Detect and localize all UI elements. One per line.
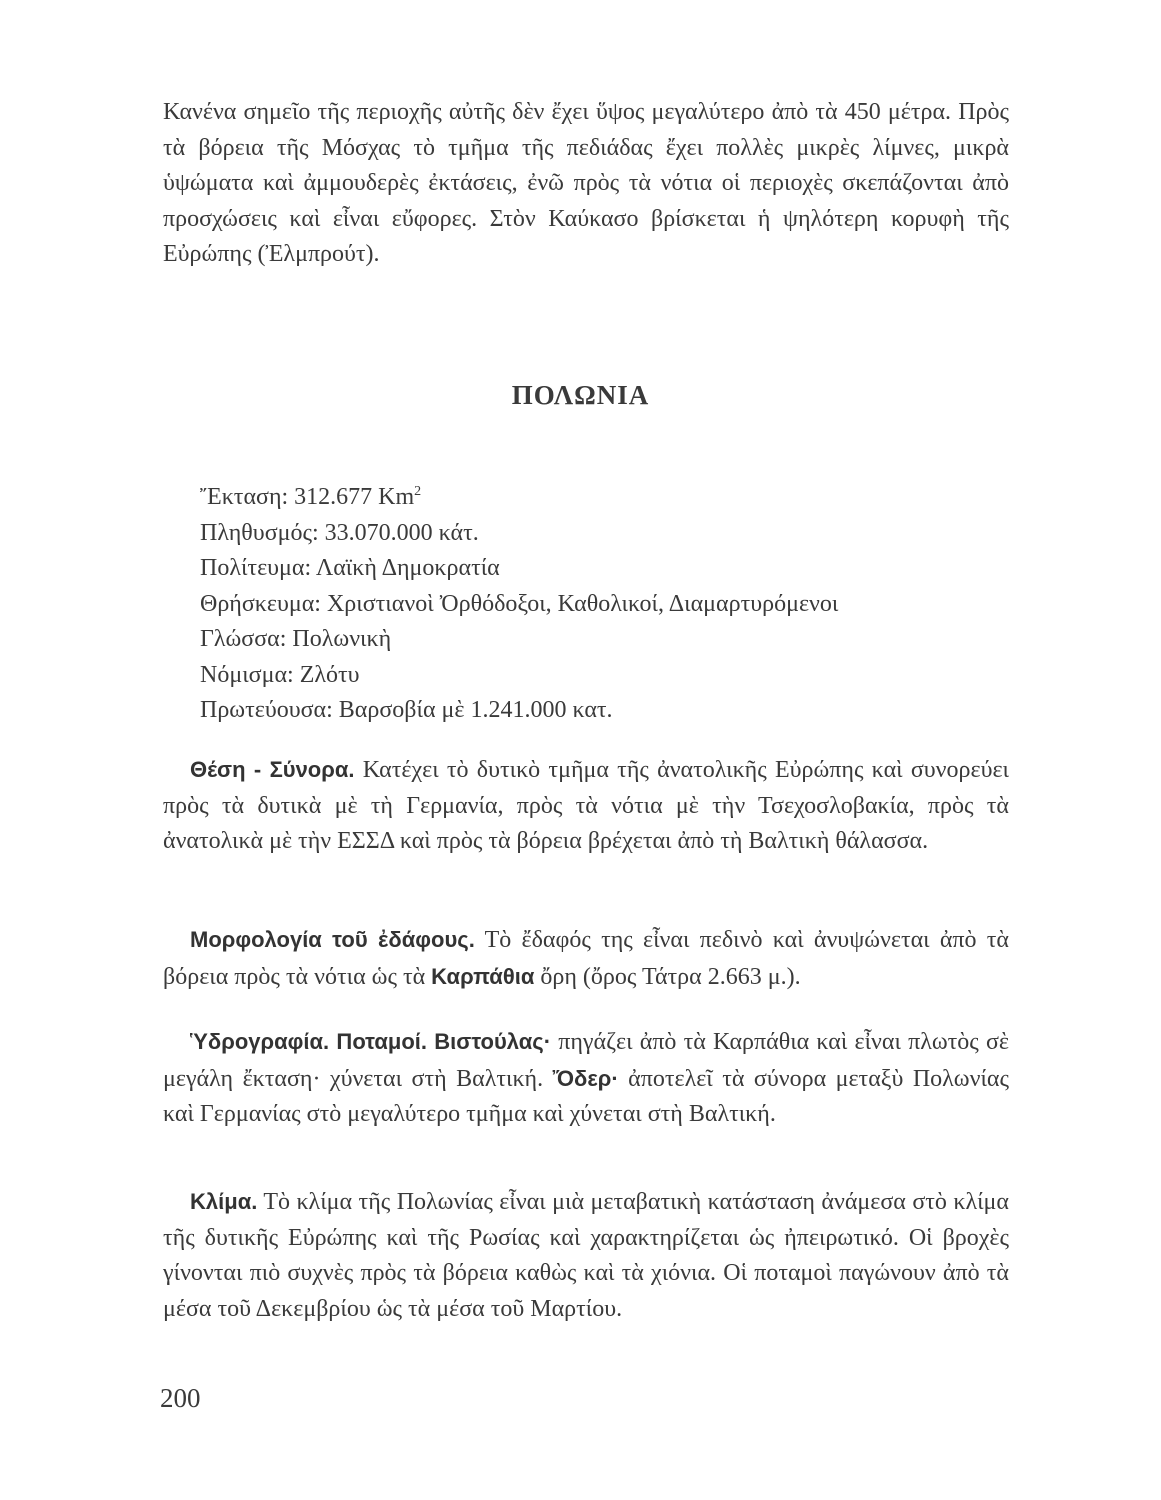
hydrography-text-1: πηγάζει ἀπὸ τὰ Καρπάθια καὶ εἶναι πλωτὸς σὲ μεγάλη ἔκταση· χύνεται στὴ Βαλτική. [163,1029,1009,1092]
intro-paragraph: Κανένα σημεῖο τῆς περιοχῆς αὐτῆς δὲν ἔχει ὕψος μεγαλύτερο ἀπὸ τὰ 450 μέτρα. Πρὸς τὰ βόρεια τῆς Μόσχας τὸ τμῆμα τῆς πεδιάδας ἔχει πολλὲς μικρὲς λίμνες, μικρὰ ὑψώματα καὶ ἀμμουδερὲς ἐκτάσεις, ἐνῶ πρὸς τὰ νότια οἱ περιοχὲς σκεπάζονται ἀπὸ προσχώσεις καὶ εἶναι εὔφορες. Στὸν Καύκασο βρίσκεται ἡ ψηλότερη κορυφὴ τῆς Εὐρώπης (Ἐλμπρούτ). [163,99,1009,267]
fact-area-superscript: 2 [414,484,422,499]
morphology-paragraph [163,922,1009,995]
section-heading: ΠΟΛΩΝΙΑ [511,380,650,410]
page-number: 200 [160,1383,201,1413]
country-facts [200,480,1020,729]
fact-currency: Νόμισμα: Ζλότυ [200,661,360,688]
fact-capital: Πρωτεύουσα: Βαρσοβία μὲ 1.241.000 κατ. [200,697,613,723]
morphology-title: Μορφολογία τοῦ ἐδάφους. [190,927,475,952]
fact-religion: Θρήσκευμα: Χριστιανοὶ Ὀρθόδοξοι, Καθολικοί, Διαμαρτυρόμενοι [200,590,839,617]
fact-area-text: Ἔκταση: 312.677 Km [200,484,415,510]
climate-title: Κλίμα. [190,1189,258,1214]
morphology-mountains: Καρπάθια [431,963,535,989]
hydrography-paragraph [163,1024,1009,1133]
hydrography-text-2: ἀποτελεῖ τὰ σύνορα μεταξὺ Πολωνίας καὶ Γερμανίας στὸ μεγαλύτερο τμῆμα καὶ χύνεται στὴ Βαλτική. [163,1065,1009,1127]
fact-government: Πολίτευμα: Λαϊκὴ Δημοκρατία [200,555,500,581]
hydrography-title: Ὑδρογραφία. Ποταμοί. Βιστούλας· [190,1029,552,1054]
fact-population: Πληθυσμός: 33.070.000 κάτ. [200,519,479,546]
position-paragraph [163,752,1009,860]
morphology-text-2: ὄρη (ὄρος Τάτρα 2.663 μ.). [534,963,801,990]
position-text: Κατέχει τὸ δυτικὸ τμῆμα τῆς ἀνατολικῆς Εὐρώπης καὶ συνορεύει πρὸς τὰ δυτικὰ μὲ τὴ Γερμανία, πρὸς τὰ νότια μὲ τὴν Τσεχοσλοβακία, πρὸς τὰ ἀνατολικὰ μὲ τὴν ΕΣΣΔ καὶ πρὸς τὰ βόρεια βρέχεται ἀπὸ τὴ Βαλτικὴ θάλασσα. [163,757,1009,854]
climate-text: Τὸ κλίμα τῆς Πολωνίας εἶναι μιὰ μεταβατικὴ κατάσταση ἀνάμεσα στὸ κλίμα τῆς δυτικῆς Εὐρώπης καὶ τῆς Ρωσίας καὶ χαρακτηρίζεται ὡς ἠπειρωτικό. Οἱ βροχὲς γίνονται πιὸ συχνὲς πρὸς τὰ βόρεια καθὼς καὶ τὰ χιόνια. Οἱ ποταμοὶ παγώνουν ἀπὸ τὰ μέσα τοῦ Δεκεμβρίου ὡς τὰ μέσα τοῦ Μαρτίου. [163,1189,1009,1322]
fact-area [200,480,1020,516]
morphology-text-1: Τὸ ἔδαφός της εἶναι πεδινὸ καὶ ἀνυψώνεται ἀπὸ τὰ βόρεια πρὸς τὰ νότια ὡς τὰ [163,927,1010,990]
fact-language: Γλώσσα: Πολωνικὴ [200,626,392,652]
climate-paragraph [163,1184,1009,1327]
position-title: Θέση - Σύνορα. [190,757,355,782]
hydrography-river-oder: Ὄδερ· [552,1065,619,1091]
